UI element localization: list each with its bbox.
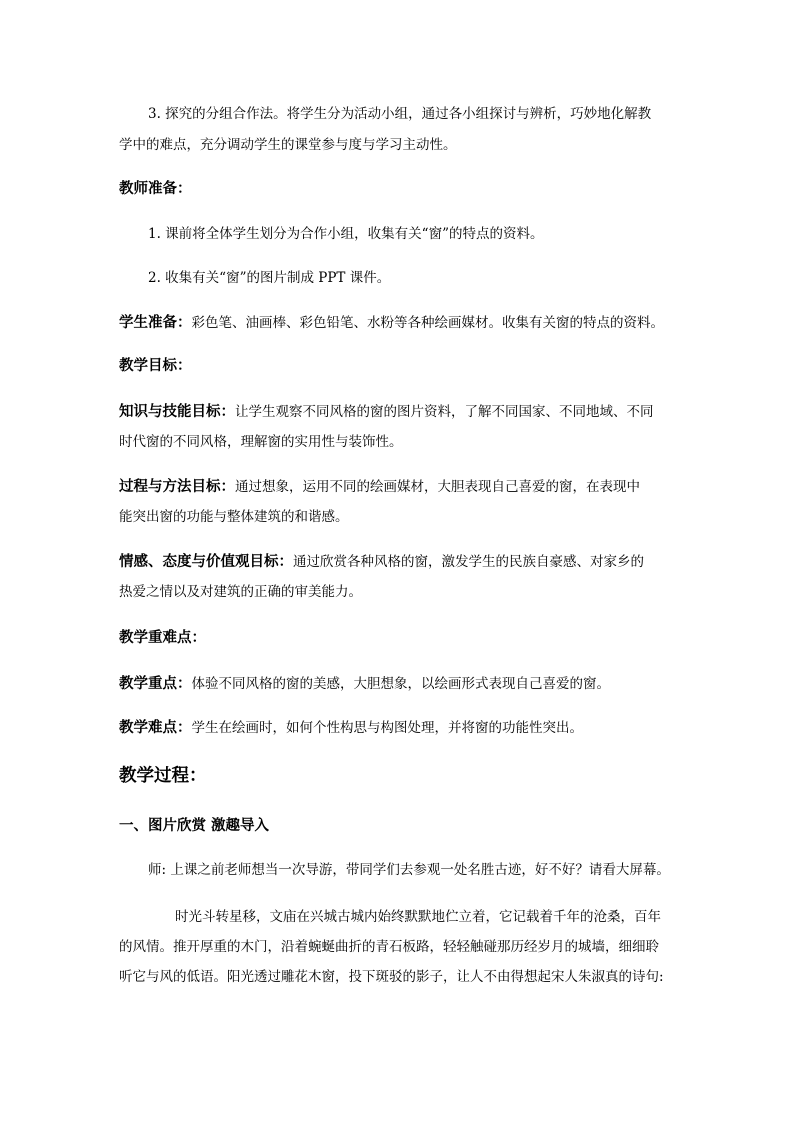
- knowledge-goal-text-1: 让学生观察不同风格的窗的图片资料，了解不同国家、不同地域、不同: [235, 404, 654, 420]
- teaching-focus-label: 教学重点：: [119, 676, 192, 692]
- process-goal-text-1: 通过想象，运用不同的绘画媒材，大胆表现自己喜爱的窗，在表现中: [235, 479, 640, 495]
- method3-line1: 3. 探究的分组合作法。将学生分为活动小组，通过各小组探讨与辨析，巧妙地化解教: [148, 106, 652, 122]
- student-prep-paragraph: [119, 313, 679, 333]
- teaching-focus-paragraph: [119, 674, 679, 694]
- teaching-difficulty-label: 教学难点：: [119, 720, 192, 736]
- teacher-prep-heading: 教师准备：: [119, 181, 192, 197]
- teaching-difficulty-paragraph: [119, 718, 679, 738]
- section1-heading: 一、图片欣赏 激趣导入: [119, 818, 270, 834]
- student-prep-text: 彩色笔、油画棒、彩色铅笔、水粉等各种绘画媒材。收集有关窗的特点的资料。: [191, 315, 664, 331]
- process-goal-line2: 能突出窗的功能与整体建筑的和谐感。: [119, 509, 349, 525]
- teaching-difficulty-text: 学生在绘画时，如何个性构思与构图处理，并将窗的功能性突出。: [191, 720, 583, 736]
- process-goal-line1: [119, 477, 679, 497]
- process-goal-label: 过程与方法目标：: [119, 479, 235, 495]
- narrative-line2: 的风情。推开厚重的木门，沿着蜿蜒曲折的青石板路，轻轻触碰那历经岁月的城墙，细细聆: [119, 939, 659, 955]
- teacher-prep-item-2: 2. 收集有关“窗”的图片制成 PPT 课件。: [148, 270, 391, 286]
- method3-line2: 学中的难点，充分调动学生的课堂参与度与学习主动性。: [119, 137, 457, 153]
- teacher-speech-line: 师: 上课之前老师想当一次导游，带同学们去参观一处名胜古迹，好不好？请看大屏幕。: [148, 862, 670, 878]
- teacher-prep-item-1: 1. 课前将全体学生划分为合作小组，收集有关“窗”的特点的资料。: [148, 226, 544, 242]
- teaching-process-heading: 教学过程：: [119, 766, 207, 786]
- knowledge-goal-line1: [119, 402, 679, 422]
- knowledge-goal-label: 知识与技能目标：: [119, 404, 235, 420]
- knowledge-goal-line2: 时代窗的不同风格，理解窗的实用性与装饰性。: [119, 434, 403, 450]
- emotion-goal-line2: 热爱之情以及对建筑的正确的审美能力。: [119, 584, 362, 600]
- emotion-goal-text-1: 通过欣赏各种风格的窗，激发学生的民族自豪感、对家乡的: [293, 554, 644, 570]
- student-prep-label: 学生准备：: [119, 315, 192, 331]
- teaching-focus-text: 体验不同风格的窗的美感，大胆想象，以绘画形式表现自己喜爱的窗。: [191, 676, 610, 692]
- narrative-line1: 时光斗转星移，文庙在兴城古城内始终默默地伫立着，它记载着千年的沧桑，百年: [175, 909, 661, 925]
- emotion-goal-line1: [119, 552, 679, 572]
- key-points-heading: 教学重难点：: [119, 630, 206, 646]
- narrative-line3: 听它与风的低语。阳光透过雕花木窗，投下斑驳的影子，让人不由得想起宋人朱淑真的诗句:: [119, 969, 664, 985]
- emotion-goal-label: 情感、态度与价值观目标：: [119, 554, 293, 570]
- goals-heading: 教学目标：: [119, 358, 192, 374]
